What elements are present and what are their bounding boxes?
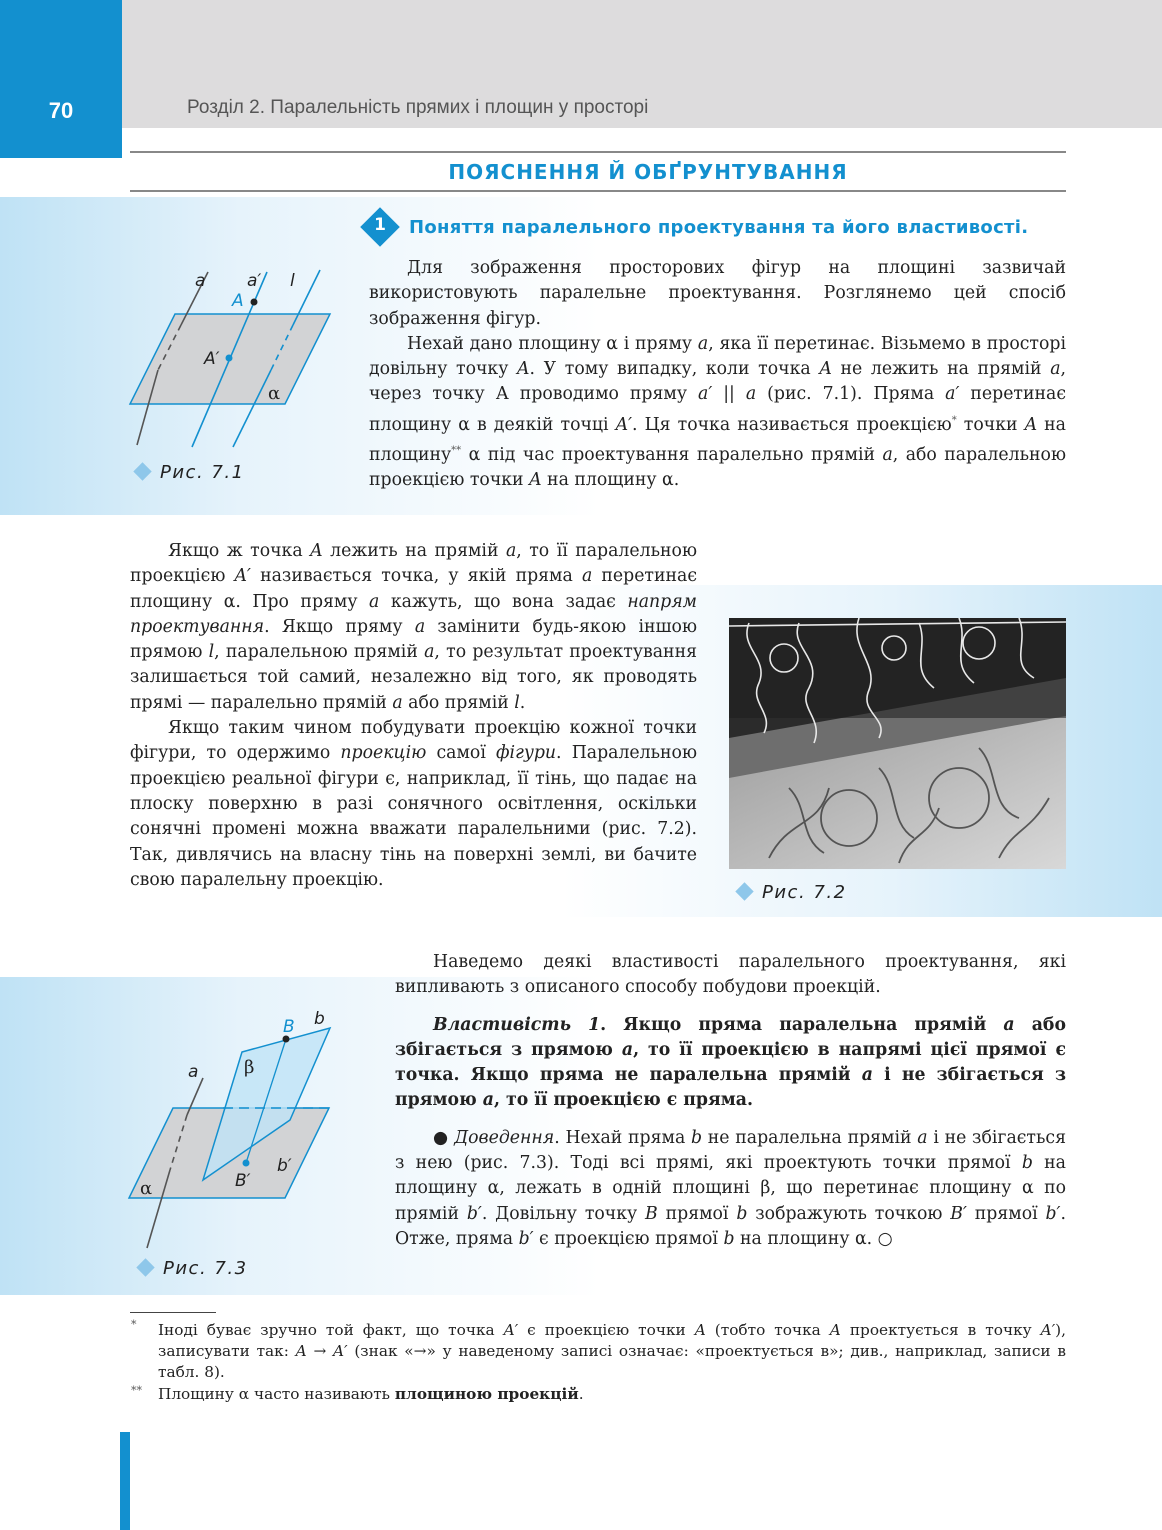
caption-7-3: Рис. 7.3	[163, 1258, 248, 1279]
footnote-1: Іноді буває зручно той факт, що точка A′ є проекцією точки A (тобто точка A проектується в точку A′), записувати так: A → A′ (знак «→» у наведеному записі означає: «проектується в»; див., наприклад, записи в табл. 8).	[158, 1321, 1067, 1381]
heading-rule-bottom	[130, 190, 1066, 192]
label-a-prime-7-1: a′	[247, 271, 262, 291]
paragraph-5: Наведемо деякі властивості паралельного проектування, які випливають з описаного способу побудови проекцій.	[395, 952, 1066, 998]
point-A-prime-7-1	[226, 355, 233, 362]
label-alpha-7-3: α	[140, 1178, 153, 1199]
label-B-prime-7-3: B′	[235, 1171, 251, 1191]
caption-7-2: Рис. 7.2	[762, 882, 847, 903]
text-block-projection	[130, 539, 697, 893]
label-b-prime-7-3: b′	[277, 1156, 292, 1176]
label-b-7-3: b	[314, 1010, 325, 1029]
subsection-number: 1	[374, 215, 386, 235]
label-alpha-7-1: α	[268, 383, 281, 404]
point-A-7-1	[251, 299, 258, 306]
footnote-rule	[130, 1312, 216, 1313]
label-l-7-1: l	[290, 271, 295, 291]
label-B-7-3: B	[283, 1017, 295, 1037]
point-B-prime-7-3	[243, 1160, 250, 1167]
caption-7-1: Рис. 7.1	[160, 462, 245, 483]
figure-7-3	[125, 1010, 345, 1255]
figure-7-1	[125, 262, 345, 457]
label-beta-7-3: β	[244, 1057, 255, 1078]
page-number-tab	[0, 0, 122, 158]
property-1-label: Властивість 1	[433, 1014, 601, 1035]
footnote-2: Площину α часто називають площиною проекцій.	[158, 1385, 584, 1403]
paragraph-1: Для зображення просторових фігур на площині зазвичай використовують паралельне проектування. Розглянемо цей спосіб зображення фігур.	[369, 258, 1066, 329]
page-number: 70	[48, 98, 74, 123]
proof-end-mark: ○	[877, 1228, 893, 1249]
proof-paragraph: ● Доведення. Нехай пряма b не паралельна прямій a і не збігається з нею (рис. 7.3). Тоді всі прямі, які проектують точки прямої b на площину α, лежать в одній площині β, що перетинає площину α по прямій b′. Довільну точку B прямої b зображують точкою B′ прямої b′. Отже, пряма b′ є проекцією прямої b на площину α. ○	[395, 1127, 1066, 1249]
heading-rule-top	[130, 151, 1066, 153]
page-edge-bar	[120, 1432, 130, 1530]
subsection-title: Поняття паралельного проектування та його властивості.	[409, 217, 1029, 238]
proof-bullet: ●	[433, 1127, 449, 1148]
text-block-intro	[369, 256, 1066, 493]
section-heading: ПОЯСНЕННЯ Й ОБҐРУНТУВАННЯ	[448, 160, 848, 184]
footnote-ref-2: **	[451, 444, 462, 456]
text-block-properties	[395, 950, 1066, 1252]
footnote-ref-1: *	[951, 414, 957, 426]
running-title: Розділ 2. Паралельність прямих і площин у просторі	[187, 97, 649, 118]
label-a-7-1: a	[195, 271, 206, 291]
property-1: Властивість 1. Якщо пряма паралельна прямій a або збігається з прямою a, то її проекцією в напрямі цієї прямої є точка. Якщо пряма не паралельна прямій a і не збігається з прямою a, то її проекцією є пряма.	[395, 1014, 1066, 1111]
paragraph-2: Нехай дано площину α і пряму a, яка її перетинає. Візьмемо в просторі довільну точку A. У тому випадку, коли точка A не лежить на прямій a, через точку А проводимо пряму a′ || a (рис. 7.1). Пряма a′ перетинає площину α в деякій точці A′. Ця точка називається проекцією* точки A на площину** α під час проектування паралельно прямій a, або паралельною проекцією точки A на площину α.	[369, 333, 1067, 490]
paragraph-4: Якщо таким чином побудувати проекцію кожної точки фігури, то одержимо проекцію самої фігури. Паралельною проекцією реальної фігури є, наприклад, її тінь, що падає на плоску поверхню в разі сонячного освітлення, оскільки сонячні промені можна вважати паралельними (рис. 7.2). Так, дивлячись на власну тінь на поверхні землі, ви бачите свою паралельну проекцію.	[130, 718, 697, 890]
label-A-7-1: A	[232, 291, 244, 311]
label-A-prime-7-1: A′	[204, 349, 220, 369]
footnote-2-mark: **	[131, 1384, 142, 1397]
paragraph-3: Якщо ж точка A лежить на прямій a, то її паралельною проекцією A′ називається точка, у якій пряма a перетинає площину α. Про пряму a кажуть, що вона задає напрям проектування. Якщо пряму a замінити будь-якою іншою прямою l, паралельною прямій a, то результат проектування залишається той самий, незалежно від того, як проводять прямі — паралельно прямій a або прямій l.	[130, 541, 698, 713]
proof-label: Доведення	[454, 1127, 555, 1148]
figure-7-2-photo	[729, 618, 1066, 869]
label-a-7-3: a	[188, 1062, 199, 1082]
footnote-1-mark: *	[131, 1318, 137, 1331]
